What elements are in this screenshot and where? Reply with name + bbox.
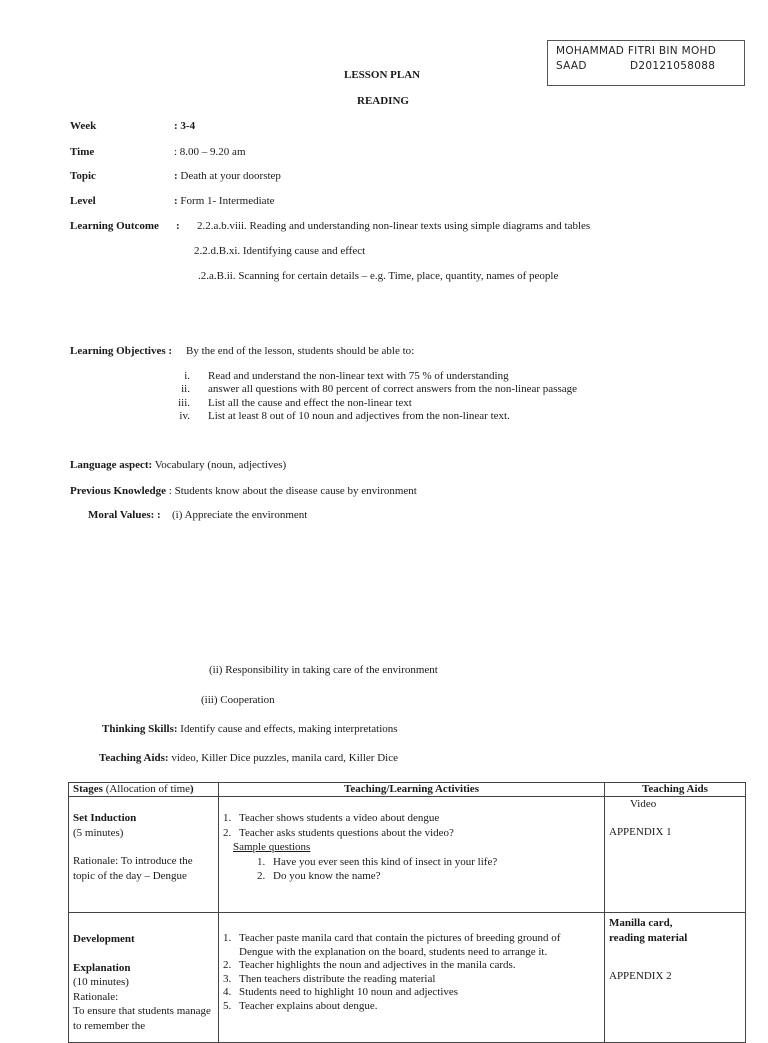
list-item: [223, 826, 600, 841]
stage-rationale: Rationale: To introduce the topic of the day – Dengue: [73, 855, 193, 882]
item-text: Teacher explains about dengue.: [239, 999, 378, 1012]
doc-subtitle: READING: [357, 95, 409, 107]
stage-cell: [69, 913, 219, 1043]
week-label: Week: [70, 120, 97, 132]
item-text: Have you ever seen this kind of insect in your life?: [273, 855, 498, 868]
author-surname: SAAD: [556, 60, 587, 72]
topic-label: Topic: [70, 170, 96, 182]
outcome-3: .2.a.B.ii. Scanning for certain details – e.g. Time, place, quantity, names of people: [198, 270, 559, 282]
teaching-aids: [99, 752, 398, 764]
objective-text: Read and understand the non-linear text with 75 % of understanding: [208, 370, 509, 382]
moral-value-3: (iii) Cooperation: [201, 694, 275, 706]
item-num: 2.: [223, 826, 232, 839]
item-num: 2.: [223, 959, 232, 971]
thinking-skills-label: Thinking Skills:: [102, 723, 178, 735]
thinking-skills: [102, 723, 398, 735]
item-num: 1.: [257, 855, 266, 868]
list-item: [223, 811, 600, 826]
time-value: : 8.00 – 9.20 am: [174, 146, 246, 158]
stage-rationale-label: Rationale:: [73, 990, 119, 1003]
item-num: 5.: [223, 999, 232, 1012]
header-stages-rest: (Allocation of time: [102, 783, 191, 795]
level-colon: :: [174, 195, 178, 207]
header-stages: [69, 783, 219, 797]
objective-item: [172, 383, 577, 396]
author-box: [547, 40, 745, 86]
stage-sub: Explanation: [73, 961, 131, 974]
item-text: Teacher paste manila card that contain the pictures of breeding ground of: [239, 932, 561, 944]
level-row: [174, 195, 275, 207]
header-stages-bold: Stages: [73, 783, 103, 795]
objective-item: [172, 410, 577, 423]
item-text: Do you know the name?: [273, 870, 381, 882]
objective-item: [172, 370, 577, 383]
objective-text: List all the cause and effect the non-linear text: [208, 396, 412, 409]
aid-appendix: APPENDIX 2: [609, 970, 672, 982]
aid-video: Video: [630, 798, 657, 810]
objective-item: [172, 397, 577, 410]
outcome-label: Learning Outcome: [70, 220, 159, 232]
item-text: Then teachers distribute the reading material: [239, 972, 436, 985]
aid-manila-card: Manilla card,: [609, 917, 673, 929]
stage-time: (5 minutes): [73, 826, 124, 839]
objective-num: iii.: [178, 396, 190, 409]
sample-questions-label: Sample questions: [233, 841, 311, 853]
objective-num: ii.: [181, 383, 190, 396]
questions-list: [223, 855, 600, 884]
aids-cell: [605, 797, 746, 913]
teaching-aids-value: video, Killer Dice puzzles, manila card, Killer Dice: [168, 752, 398, 764]
outcome-1: 2.2.a.b.viii. Reading and understanding non-linear texts using simple diagrams and tables: [197, 220, 591, 232]
language-aspect: [70, 459, 286, 471]
doc-title: LESSON PLAN: [344, 69, 421, 81]
aid-appendix: APPENDIX 1: [609, 825, 672, 838]
item-text: Students need to highlight 10 noun and adjectives: [239, 986, 459, 998]
topic-row: [174, 170, 281, 182]
item-text: Teacher asks students questions about the video?: [239, 826, 454, 839]
time-label: Time: [70, 146, 95, 158]
stage-name: Set Induction: [73, 812, 137, 824]
item-num: 1.: [223, 812, 232, 824]
item-text: Teacher shows students a video about dengue: [239, 812, 440, 824]
previous-knowledge: [70, 485, 417, 497]
teaching-aids-label: Teaching Aids:: [99, 752, 169, 764]
objective-text: List at least 8 out of 10 noun and adjectives from the non-linear text.: [208, 409, 510, 422]
list-item: [223, 932, 600, 946]
objectives-list: [172, 370, 577, 423]
table-row: [69, 913, 746, 1043]
thinking-skills-value: Identify cause and effects, making interpretations: [177, 723, 398, 735]
item-text: Teacher highlights the noun and adjectives in the manila cards.: [239, 959, 516, 971]
week-value: : 3-4: [174, 120, 196, 132]
item-text: Dengue with the explanation on the board, students need to arrange it.: [239, 945, 548, 958]
table-header-row: [69, 783, 746, 797]
header-aids: Teaching Aids: [605, 783, 746, 797]
aid-reading-material: reading material: [609, 931, 688, 944]
moral-value-1: (i) Appreciate the environment: [172, 509, 308, 521]
stage-time: (10 minutes): [73, 976, 129, 988]
header-stages-close: ): [190, 783, 194, 795]
topic-value: Death at your doorstep: [177, 170, 281, 182]
table-row: [69, 797, 746, 913]
student-id: D20121058088: [630, 60, 716, 72]
level-value: Form 1- Intermediate: [177, 195, 275, 207]
activities-list: [223, 811, 600, 840]
activities-cell: [219, 797, 605, 913]
aids-cell: [605, 913, 746, 1043]
activities-cell: [219, 913, 605, 1043]
list-item: [223, 973, 600, 987]
outcome-colon: :: [176, 220, 180, 232]
list-item: [257, 869, 600, 884]
author-name-line: MOHAMMAD FITRI BIN MOHD: [556, 45, 717, 57]
activities-list: [223, 932, 600, 1013]
stage-rationale: To ensure that students manage to remember the: [73, 1005, 211, 1032]
stage-name: Development: [73, 933, 135, 945]
topic-colon: :: [174, 170, 178, 182]
previous-knowledge-label: Previous Knowledge: [70, 485, 167, 497]
objective-text: answer all questions with 80 percent of correct answers from the non-linear passage: [208, 383, 577, 396]
objective-num: i.: [184, 370, 190, 382]
list-item: [223, 986, 600, 1000]
list-item: [223, 1000, 600, 1014]
outcome-2: 2.2.d.B.xi. Identifying cause and effect: [194, 245, 366, 257]
item-num: 1.: [223, 932, 232, 944]
list-item: [223, 946, 600, 960]
item-num: 2.: [257, 870, 266, 882]
item-num: 4.: [223, 986, 232, 998]
header-activities: Teaching/Learning Activities: [219, 783, 605, 797]
moral-values-label: Moral Values: :: [88, 509, 161, 521]
objectives-intro: By the end of the lesson, students should be able to:: [186, 345, 415, 357]
language-aspect-value: Vocabulary (noun, adjectives): [152, 459, 287, 471]
language-aspect-label: Language aspect:: [70, 459, 153, 471]
lesson-table: [68, 782, 746, 1043]
item-num: 3.: [223, 972, 232, 985]
objective-num: iv.: [179, 409, 190, 422]
level-label: Level: [70, 195, 96, 207]
author-id-line: [556, 59, 744, 74]
previous-knowledge-value: : Students know about the disease cause by environment: [166, 485, 417, 497]
list-item: [223, 959, 600, 973]
moral-value-2: (ii) Responsibility in taking care of the environment: [209, 664, 438, 676]
stage-cell: [69, 797, 219, 913]
objectives-label: Learning Objectives :: [70, 345, 173, 357]
list-item: [257, 855, 600, 870]
